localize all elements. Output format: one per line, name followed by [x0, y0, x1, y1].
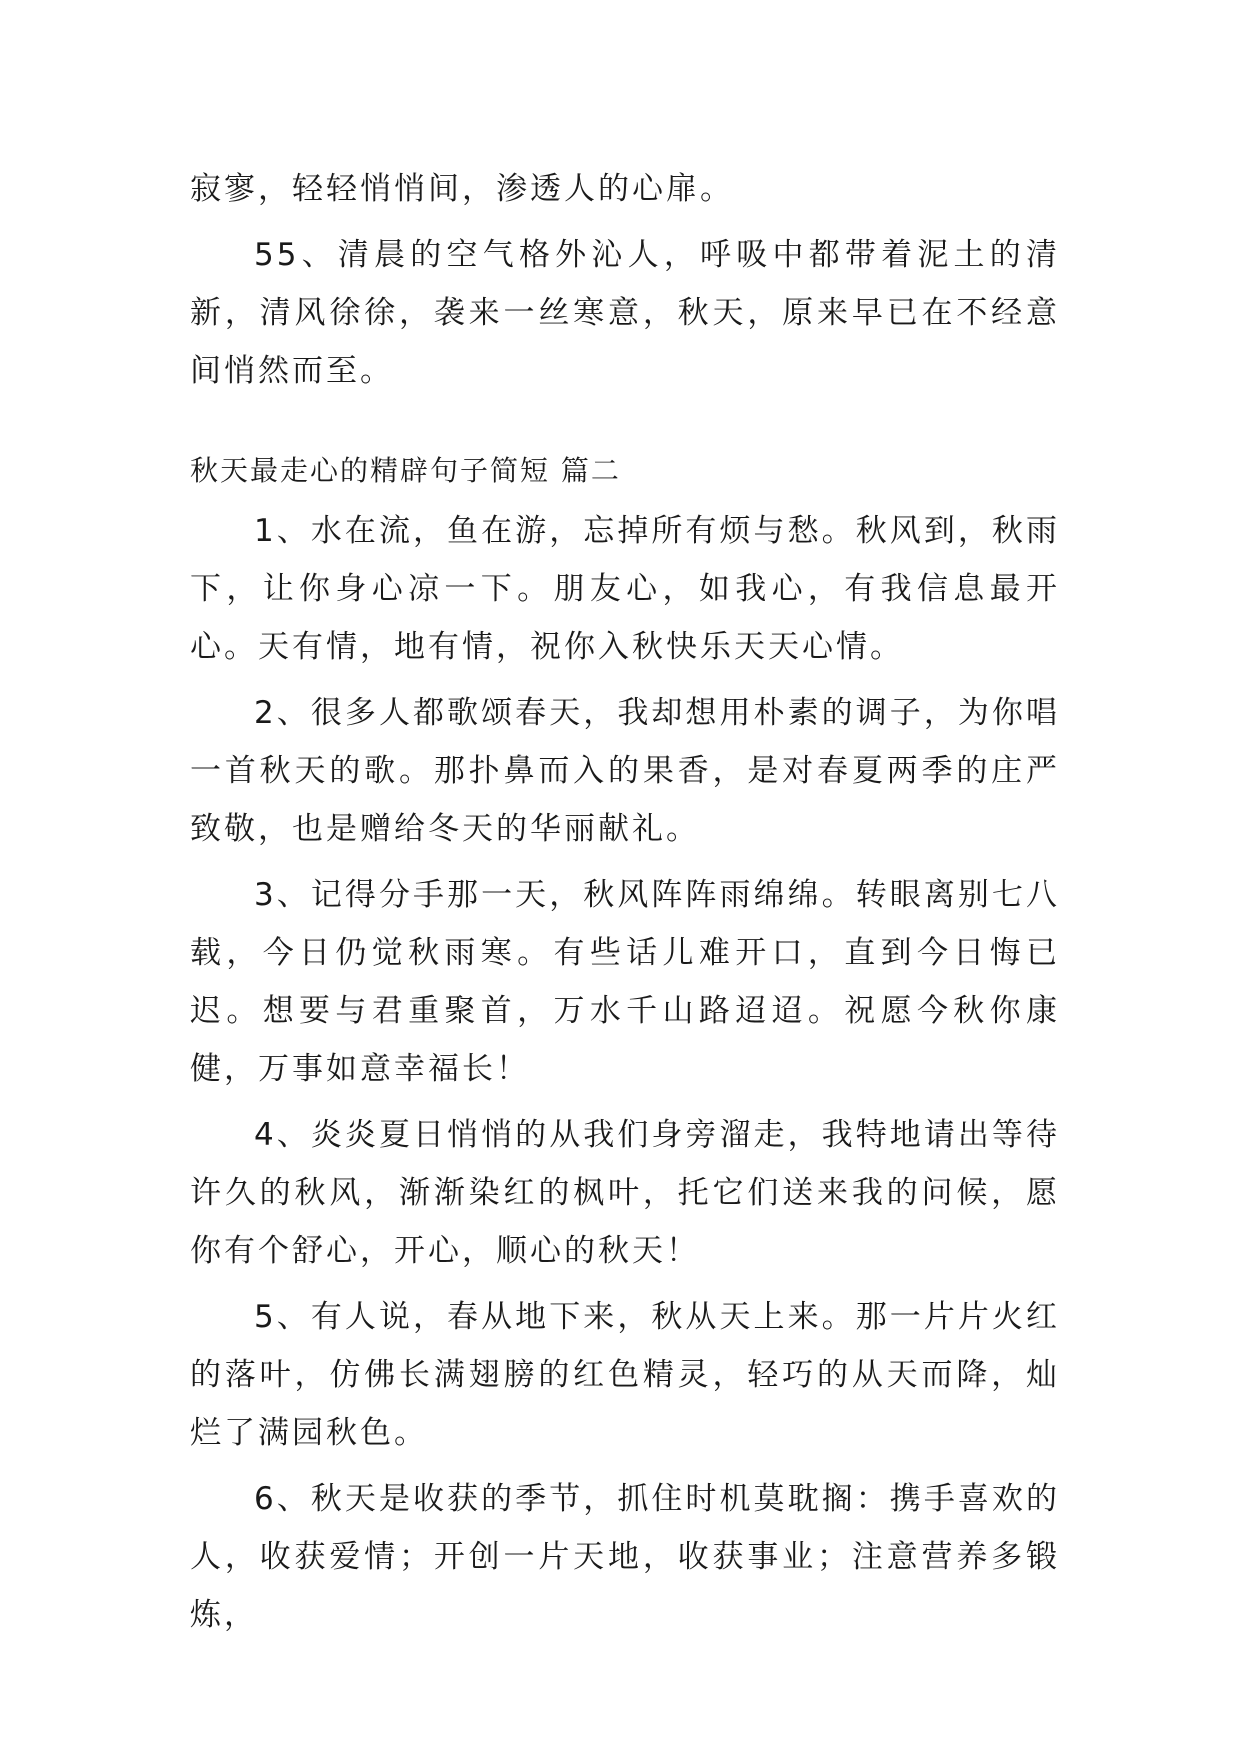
- paragraph-4: 4、炎炎夏日悄悄的从我们身旁溜走，我特地请出等待许久的秋风，渐渐染红的枫叶，托它们送来我的问候，愿你有个舒心，开心，顺心的秋天！: [190, 1117, 1060, 1269]
- section-heading: 秋天最走心的精辟句子简短 篇二: [190, 454, 621, 487]
- paragraph-3: 3、记得分手那一天，秋风阵阵雨绵绵。转眼离别七八载，今日仍觉秋雨寒。有些话儿难开口，直到今日悔已迟。想要与君重聚首，万水千山路迢迢。祝愿今秋你康健，万事如意幸福长！: [190, 877, 1060, 1087]
- paragraph-55: 55、清晨的空气格外沁人，呼吸中都带着泥土的清新，清风徐徐，袭来一丝寒意，秋天，原来早已在不经意间悄然而至。: [190, 237, 1060, 389]
- paragraph-2: 2、很多人都歌颂春天，我却想用朴素的调子，为你唱一首秋天的歌。那扑鼻而入的果香，是对春夏两季的庄严致敬，也是赠给冬天的华丽献礼。: [190, 695, 1060, 847]
- document-body: [190, 160, 1060, 1652]
- paragraph-1: 1、水在流，鱼在游，忘掉所有烦与愁。秋风到，秋雨下，让你身心凉一下。朋友心，如我心，有我信息最开心。天有情，地有情，祝你入秋快乐天天心情。: [190, 513, 1060, 665]
- paragraph-5: 5、有人说，春从地下来，秋从天上来。那一片片火红的落叶，仿佛长满翅膀的红色精灵，轻巧的从天而降，灿烂了满园秋色。: [190, 1299, 1060, 1451]
- paragraph-6: 6、秋天是收获的季节，抓住时机莫耽搁：携手喜欢的人，收获爱情；开创一片天地，收获事业；注意营养多锻炼，: [190, 1481, 1060, 1633]
- paragraph-continuation: 寂寥，轻轻悄悄间，渗透人的心扉。: [190, 171, 734, 207]
